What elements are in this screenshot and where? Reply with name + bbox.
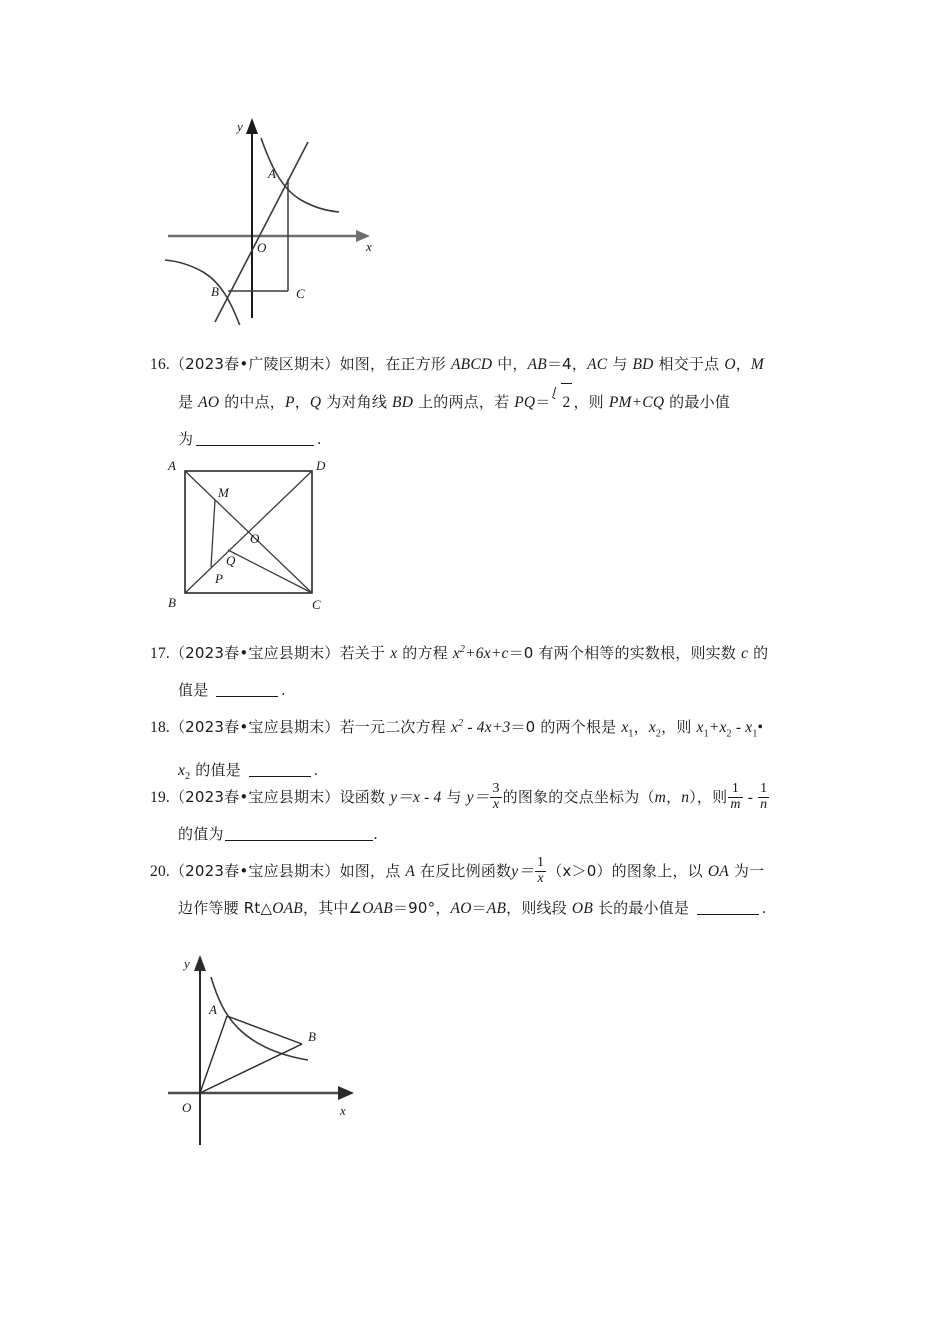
question-18-source: （2023春•宝应县期末） [169,718,340,737]
question-16-line-1: 16.（2023春•广陵区期末）如图，在正方形 ABCD 中，AB＝4，AC 与 BD 相交于点 O，M [150,355,765,373]
question-20-source: （2023春•宝应县期末） [169,862,340,880]
question-18-number: 18. [150,719,170,737]
label-x-axis: x [366,239,372,254]
question-17-line-2: 值是 . [178,681,286,700]
hyperbola-line-figure [160,110,390,325]
answer-blank-20[interactable] [697,914,759,915]
question-16-number: 16. [150,356,170,373]
label-point-m: M [218,485,229,500]
fraction-one-over-n: $\frac{1}{n}$ [760,781,768,812]
label-point-b: B [211,284,219,299]
square-abcd-figure [155,455,355,615]
label-origin: O [257,240,267,255]
isosceles-right-triangle-figure [160,945,390,1155]
sqrt-symbol: 2 [552,383,573,421]
segment-qc [228,550,312,593]
fraction-one-over-m: $\frac{1}{m}$ [730,781,741,812]
question-17 [150,631,830,709]
question-19-source: （2023春•宝应县期末） [169,788,340,806]
question-19-line-1: 19.（2023春•宝应县期末）设函数 y＝x - 4 与 y＝ $\frac{3}{x}$ 的图象的交点坐标为（m，n），则 $\frac{1}{m}$ - $\frac{1}{n}$ [150,781,768,812]
x-axis-arrow [338,1086,354,1100]
label-point-q: Q [226,553,236,568]
label-x-axis: x [340,1103,346,1118]
question-16-source: （2023春•广陵区期末） [169,355,340,373]
segment-ab [227,1016,302,1044]
hyperbola-branch-lower [165,260,243,325]
question-20-number: 20. [150,863,170,880]
question-18-line-1: 18.（2023春•宝应县期末）若一元二次方程 $x^2 - 4x+3=0$ 的两个根是 $x_1$，$x_2$，则 $x_1+x_2$ - $x_1•$ [150,718,764,740]
label-vertex-d: D [316,458,326,473]
label-y-axis: y [184,956,190,971]
question-17-line-1: 17.（2023春•宝应县期末）若关于 x 的方程 $x^2+6x+c=0$ 有两个相等的实数根，则实数 c 的 [150,644,769,663]
label-point-o: O [250,531,260,546]
label-vertex-c: C [312,597,321,612]
question-16 [150,346,830,458]
label-point-a: A [268,166,276,181]
answer-blank-16[interactable] [196,445,314,446]
question-16-line-2: 是 AO 的中点，P，Q 为对角线 BD 上的两点，若 PQ＝ 2 ，则 PM+CQ 的最小值 [150,383,830,421]
fraction-one-over-x: $\frac{1}{x}$ [537,855,545,886]
question-20-line-2: 边作等腰 Rt△OAB，其中∠OAB＝90°，AO＝AB，则线段 OB 长的最小值是 . [178,899,767,917]
segment-mp [211,500,215,567]
label-point-p: P [215,571,223,586]
question-19-line-2: 的值为 . [178,825,378,843]
label-y-axis: y [237,119,243,134]
question-19 [150,779,830,853]
question-19-number: 19. [150,789,170,806]
question-16-line-3: 为 . [178,430,322,448]
answer-blank-18[interactable] [249,776,311,777]
question-20-line-1: 20.（2023春•宝应县期末）如图，点 A 在反比例函数y＝ $\frac{1}{x}$ （x＞0）的图象上，以 OA 为一 [150,855,765,886]
line-through-origin [215,142,308,322]
question-20 [150,853,830,927]
label-vertex-a: A [168,458,176,473]
question-17-number: 17. [150,645,170,663]
y-axis-arrow [246,118,258,134]
question-18-line-2: $x_2$ 的值是 . [178,761,318,783]
y-axis-arrow [194,955,206,971]
answer-blank-17[interactable] [216,696,278,697]
answer-blank-19[interactable] [225,840,373,841]
label-point-a: A [209,1002,217,1017]
label-origin: O [182,1100,192,1115]
question-17-source: （2023春•宝应县期末） [169,644,340,663]
label-point-b: B [308,1029,316,1044]
fraction-three-over-x: $\frac{3}{x}$ [492,781,500,812]
label-point-c: C [296,286,305,301]
label-vertex-b: B [168,595,176,610]
